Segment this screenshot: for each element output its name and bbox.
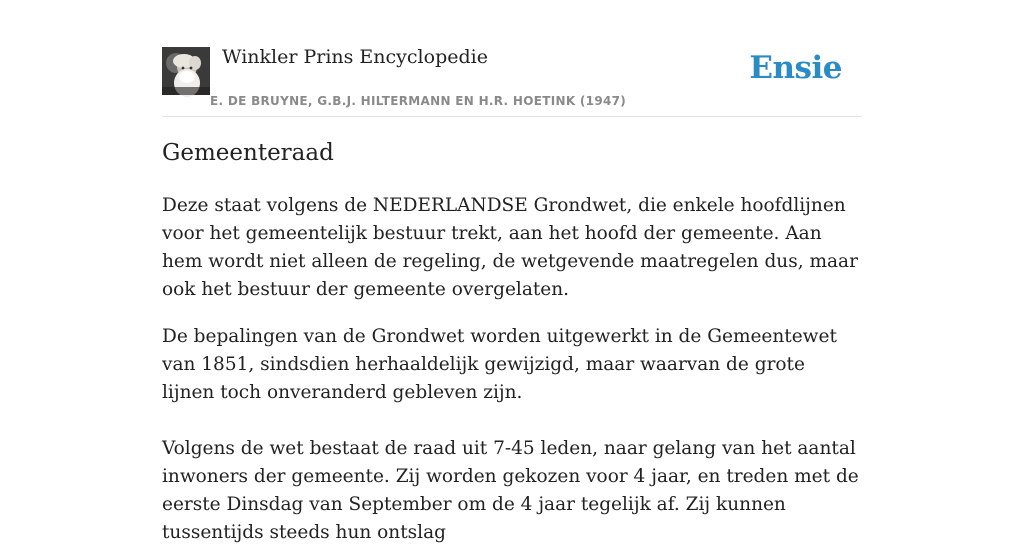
page-container xyxy=(162,0,862,543)
book-authors: E. DE BRUYNE, G.B.J. HILTERMANN EN H.R. HOETINK (1947) xyxy=(210,94,627,108)
book-header xyxy=(162,0,862,117)
book-title[interactable]: Winkler Prins Encyclopedie xyxy=(222,46,488,68)
article-title: Gemeenteraad xyxy=(162,140,334,166)
article-paragraph: Volgens de wet bestaat de raad uit 7-45 leden, naar gelang van het aantal inwoners der gemeente. Zij worden gekozen voor 4 jaar, en treden met de eerste Dinsdag van September om de 4 jaar tegelijk af. Zij kunnen tussentijds steeds hun ontslag xyxy=(162,438,859,543)
article-paragraph: Deze staat volgens de NEDERLANDSE Grondwet, die enkele hoofdlijnen voor het gemeentelijk bestuur trekt, aan het hoofd der gemeente. Aan hem wordt niet alleen de regeling, de wetgevende maatregelen dus, maar ook het bestuur der gemeente overgelaten. xyxy=(162,195,858,300)
author-avatar-icon[interactable] xyxy=(162,47,210,95)
article-paragraph: De bepalingen van de Grondwet worden uitgewerkt in de Gemeentewet van 1851, sindsdien herhaaldelijk gewijzigd, maar waarvan de grote lijnen toch onveranderd gebleven zijn. xyxy=(162,326,837,403)
ensie-logo-link[interactable]: Ensie xyxy=(749,50,842,86)
